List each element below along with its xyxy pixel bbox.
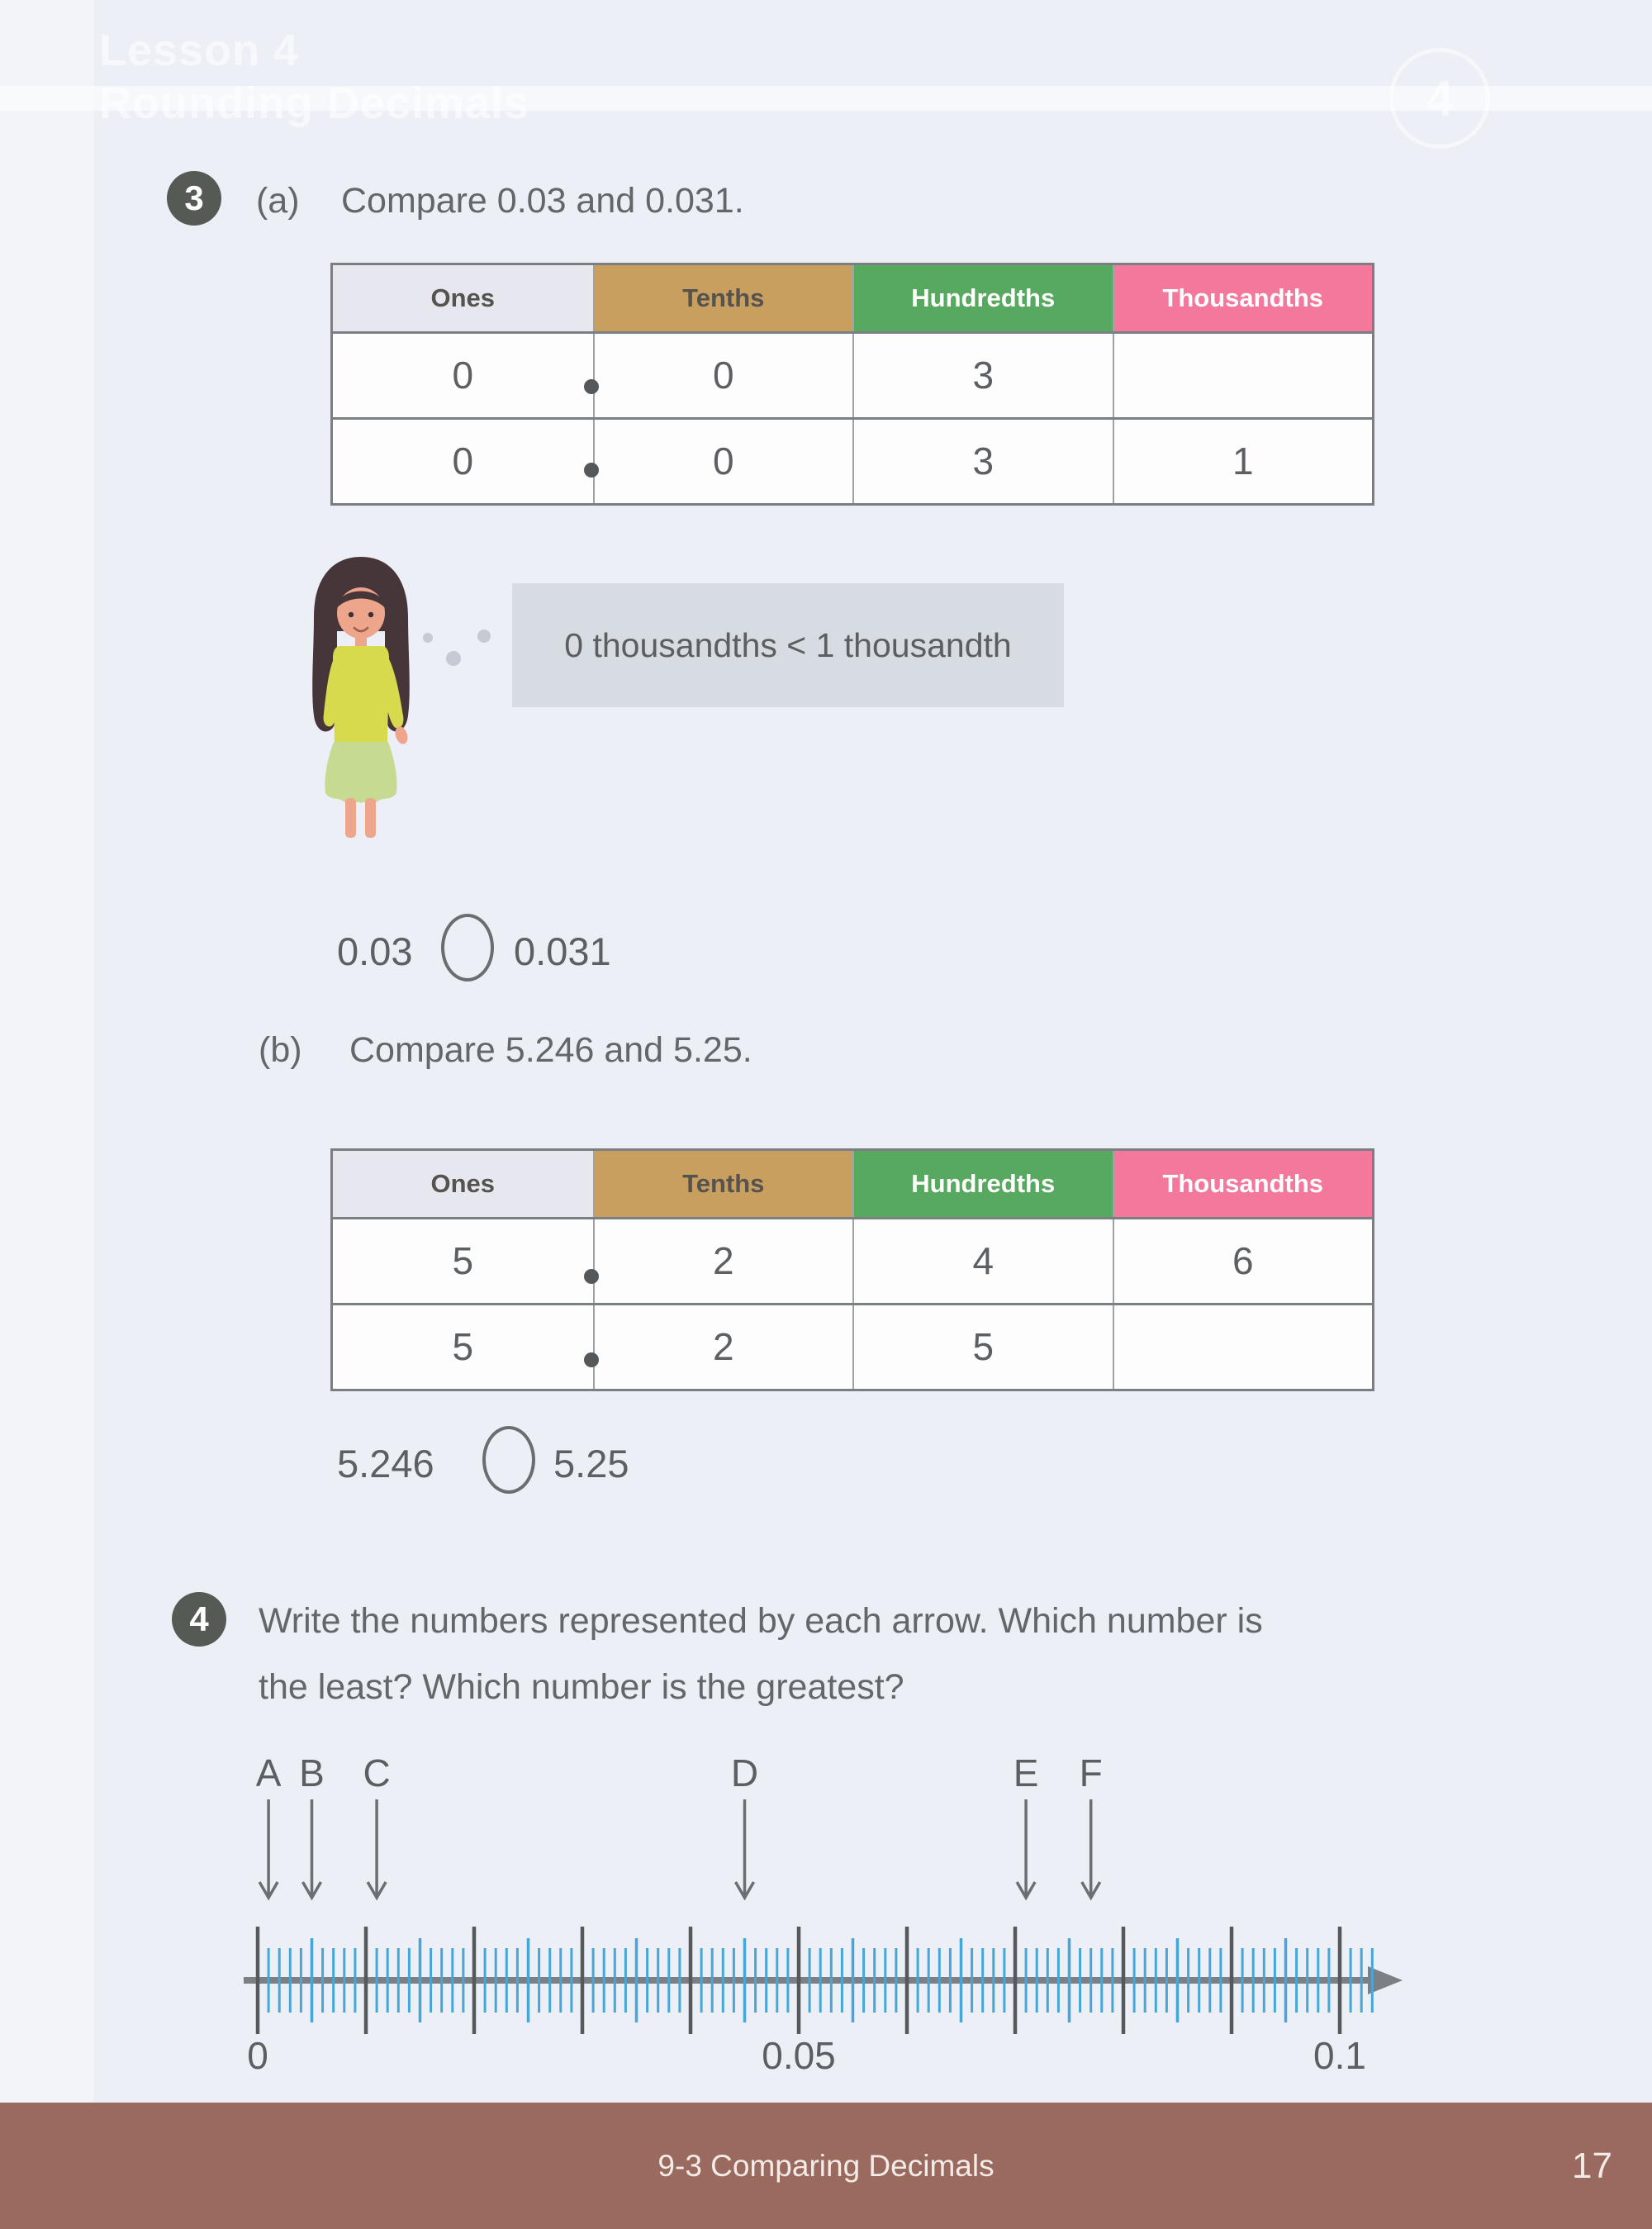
thought-dot (446, 651, 461, 666)
table-cell: 0 (452, 440, 474, 482)
table-cell: 0 (452, 354, 474, 397)
table-cell (1113, 334, 1373, 417)
col-header-tenths: Tenths (593, 1151, 853, 1217)
compare-b-left: 5.246 (337, 1442, 434, 1485)
question-3-badge: 3 (167, 171, 221, 226)
table-b-row-1 (333, 1217, 1372, 1303)
thought-dot (477, 630, 491, 643)
page-number: 17 (1572, 2145, 1612, 2186)
ghost-lesson-badge: 4 (1389, 48, 1490, 149)
part-b-label: (b) (259, 1030, 302, 1070)
compare-b-right: 5.25 (553, 1442, 629, 1485)
table-cell: 4 (852, 1219, 1113, 1303)
arrow-C (363, 1751, 390, 1898)
compare-a-right: 0.031 (514, 929, 611, 973)
table-b-row-2 (333, 1303, 1372, 1389)
col-header-thousandths: Thousandths (1113, 1151, 1373, 1217)
col-header-ones: Ones (333, 1151, 593, 1217)
table-cell: 6 (1113, 1219, 1373, 1303)
arrow-label-A: A (255, 1751, 282, 1794)
numberline-tick-label: 0.05 (762, 2034, 836, 2077)
arrow-label-F: F (1079, 1751, 1103, 1794)
arrow-label-B: B (299, 1751, 325, 1794)
table-cell: 5 (852, 1305, 1113, 1389)
ghost-lesson-title-line2: Rounding Decimals (99, 78, 530, 128)
table-a-row-1 (333, 331, 1372, 417)
question-4-text-line1: Write the numbers represented by each arrow. Which number is (259, 1601, 1263, 1641)
numberline-tick-label: 0 (247, 2034, 268, 2077)
table-cell: 5 (452, 1325, 474, 1368)
arrow-label-C: C (363, 1751, 391, 1794)
col-header-tenths: Tenths (593, 265, 853, 331)
col-header-thousandths: Thousandths (1113, 265, 1373, 331)
answer-circle-a[interactable] (441, 914, 494, 981)
col-header-hundredths: Hundredths (852, 265, 1113, 331)
arrow-B (299, 1751, 325, 1898)
answer-circle-b[interactable] (482, 1426, 535, 1494)
number-line-figure (0, 1735, 1652, 2103)
table-cell: 3 (852, 334, 1113, 417)
arrow-E (1014, 1751, 1039, 1898)
col-header-hundredths: Hundredths (852, 1151, 1113, 1217)
compare-a-left: 0.03 (337, 929, 413, 973)
decimal-point (584, 379, 599, 394)
arrow-D (731, 1751, 758, 1898)
table-cell: 5 (452, 1239, 474, 1282)
col-header-ones: Ones (333, 265, 593, 331)
decimal-point (584, 1352, 599, 1367)
table-cell: 1 (1113, 420, 1373, 503)
table-cell: 2 (593, 1219, 853, 1303)
table-a-row-2 (333, 417, 1372, 503)
part-b-question: Compare 5.246 and 5.25. (349, 1030, 752, 1070)
thought-bubble: 0 thousandths < 1 thousandth (512, 583, 1064, 707)
part-a-question: Compare 0.03 and 0.031. (341, 181, 744, 221)
table-b-header-row (333, 1151, 1372, 1217)
table-cell (1113, 1305, 1373, 1389)
table-a-header-row (333, 265, 1372, 331)
table-cell: 0 (593, 420, 853, 503)
table-cell: 0 (593, 334, 853, 417)
question-4-text-line2: the least? Which number is the greatest? (259, 1667, 904, 1707)
table-cell: 2 (593, 1305, 853, 1389)
footer-section-title: 9-3 Comparing Decimals (657, 2148, 995, 2183)
arrow-A (256, 1751, 282, 1898)
ghost-lesson-title-line1: Lesson 4 (99, 26, 300, 75)
decimal-point (584, 1269, 599, 1284)
numberline-tick-label: 0.1 (1313, 2034, 1366, 2077)
girl-illustration (291, 552, 431, 843)
arrow-F (1080, 1751, 1103, 1898)
decimal-point (584, 463, 599, 478)
thought-dot (423, 633, 433, 643)
arrow-label-E: E (1013, 1751, 1039, 1794)
table-cell: 3 (852, 420, 1113, 503)
part-a-label: (a) (256, 181, 300, 221)
question-4-badge: 4 (172, 1592, 226, 1647)
arrow-label-D: D (730, 1751, 759, 1794)
place-value-table-a (330, 263, 1374, 506)
place-value-table-b (330, 1148, 1374, 1391)
